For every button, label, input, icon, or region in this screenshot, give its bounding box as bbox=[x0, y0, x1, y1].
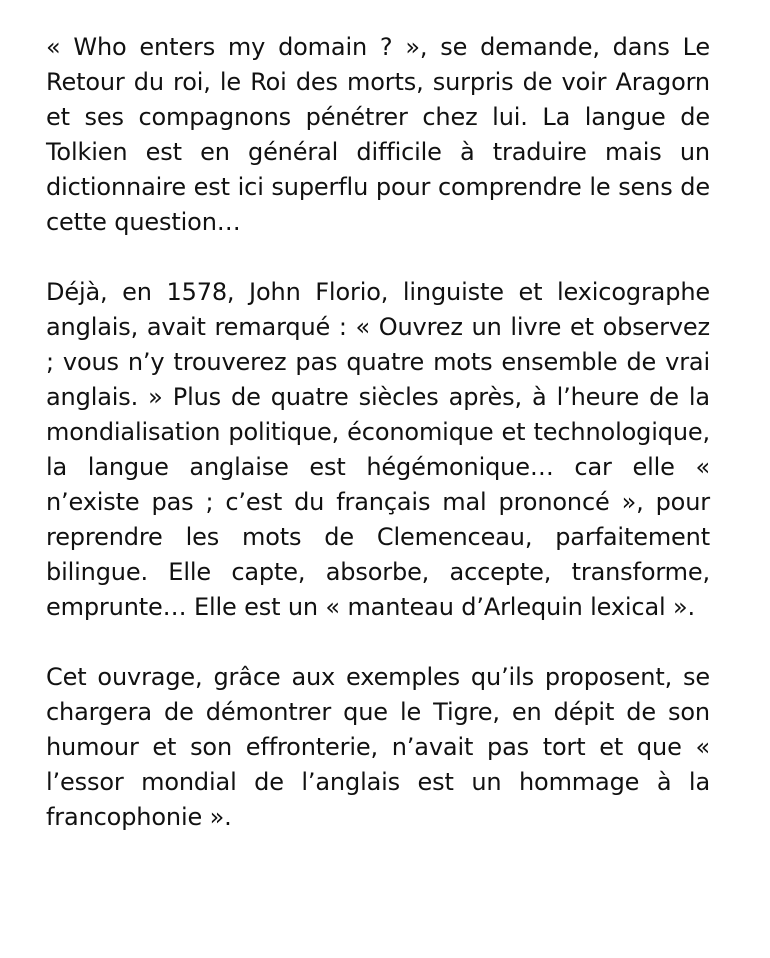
paragraph-conclusion: Cet ouvrage, grâce aux exemples qu’ils proposent, se chargera de démontrer que le Tigre, en dépit de son humour et son effronterie, n’avait pas tort et que « l’essor mondial de l’anglais est un hommage à la francophonie ». bbox=[46, 663, 710, 831]
paragraph-florio: Déjà, en 1578, John Florio, linguiste et lexicographe anglais, avait remarqué : « Ouvrez un livre et observez ; vous n’y trouverez pas quatre mots ensemble de vrai anglais. » Plus de quatre siècles après, à l’heure de la mondialisation politique, économique et technologique, la langue anglaise est hégémonique… car elle « n’existe pas ; c’est du français mal prononcé », pour reprendre les mots de Clemenceau, parfaitement bilingue. Elle capte, absorbe, accepte, transforme, emprunte… Elle est un « manteau d’Arlequin lexical ». bbox=[46, 278, 710, 621]
paragraph-tolkien: « Who enters my domain ? », se demande, dans Le Retour du roi, le Roi des morts, surpris de voir Aragorn et ses compagnons pénétrer chez lui. La langue de Tolkien est en général difficile à traduire mais un dictionnaire est ici superflu pour comprendre le sens de cette question… bbox=[46, 33, 710, 236]
document-page bbox=[46, 30, 710, 835]
